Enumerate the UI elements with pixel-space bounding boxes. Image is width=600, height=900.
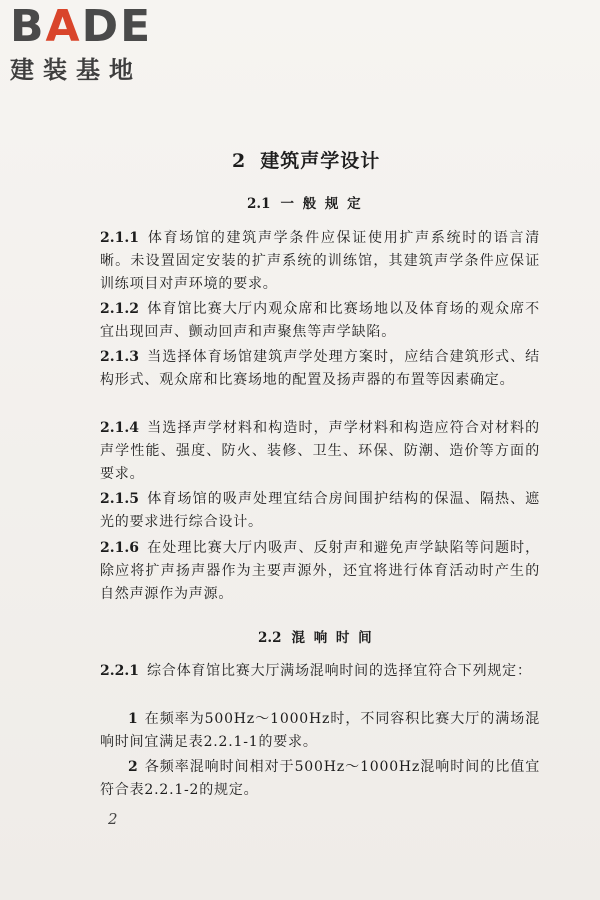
chapter-title xyxy=(232,146,380,173)
page-number: 2 xyxy=(108,810,118,828)
clause-item-1 xyxy=(100,708,540,754)
clause-text: 综合体育馆比赛大厅满场混响时间的选择宜符合下列规定： xyxy=(146,663,532,679)
clause-2-1-4 xyxy=(100,417,540,486)
bade-logo xyxy=(10,1,180,84)
clause-text: 在处理比赛大厅内吸声、反射声和避免声学缺陷等问题时，除应将扩声扬声器作为主要声源外，还宜将进行体育活动时产生的自然声源作为声源。 xyxy=(100,540,540,602)
clause-number: 2.1.1 xyxy=(100,230,139,246)
clause-item-2 xyxy=(100,756,540,802)
clause-number: 2.1.4 xyxy=(100,420,139,436)
clause-text: 体育馆比赛大厅内观众席和比赛场地以及体育场的观众席不宜出现回声、颤动回声和声聚焦等声学缺陷。 xyxy=(100,301,540,340)
item-number: 1 xyxy=(128,711,139,727)
chapter-number: 2 xyxy=(232,150,247,172)
clause-number: 2.1.6 xyxy=(100,540,139,556)
section-number: 2.2 xyxy=(258,630,282,646)
section-title-2-1 xyxy=(247,192,363,212)
clause-text: 当选择声学材料和构造时，声学材料和构造应符合对材料的声学性能、强度、防火、装修、卫生、环保、防潮、造价等方面的要求。 xyxy=(100,420,540,482)
chapter-title-text: 建筑声学设计 xyxy=(260,150,381,172)
clause-text: 当选择体育场馆建筑声学处理方案时，应结合建筑形式、结构形式、观众席和比赛场地的配置及扬声器的布置等因素确定。 xyxy=(100,349,540,388)
item-number: 2 xyxy=(128,759,139,775)
section-title-text: 混 响 时 间 xyxy=(291,630,374,646)
item-text: 各频率混响时间相对于500Hz～1000Hz混响时间的比值宜符合表2.2.1-2的规定。 xyxy=(100,759,540,798)
clause-2-1-5 xyxy=(100,488,540,534)
clause-number: 2.2.1 xyxy=(100,663,139,679)
item-text: 在频率为500Hz～1000Hz时，不同容积比赛大厅的满场混响时间宜满足表2.2.1-1的要求。 xyxy=(100,711,540,750)
clause-2-1-6 xyxy=(100,537,540,606)
clause-2-1-1 xyxy=(100,227,540,296)
clause-number: 2.1.5 xyxy=(100,491,139,507)
section-title-text: 一 般 规 定 xyxy=(280,196,363,212)
logo-sub-text: 建装基地 xyxy=(10,56,142,84)
logo-main-text: BADE xyxy=(10,1,153,52)
clause-text: 体育场馆的吸声处理宜结合房间围护结构的保温、隔热、遮光的要求进行综合设计。 xyxy=(100,491,540,530)
clause-2-1-3 xyxy=(100,346,540,392)
clause-2-1-2 xyxy=(100,298,540,344)
logo-accent-letter: A xyxy=(45,1,82,52)
clause-2-2-1 xyxy=(100,660,540,683)
section-title-2-2 xyxy=(258,626,374,646)
section-number: 2.1 xyxy=(247,196,271,212)
clause-number: 2.1.3 xyxy=(100,349,139,365)
clause-text: 体育场馆的建筑声学条件应保证使用扩声系统时的语言清晰。未设置固定安装的扩声系统的训练馆，其建筑声学条件应保证训练项目对声环境的要求。 xyxy=(100,230,540,292)
clause-number: 2.1.2 xyxy=(100,301,139,317)
